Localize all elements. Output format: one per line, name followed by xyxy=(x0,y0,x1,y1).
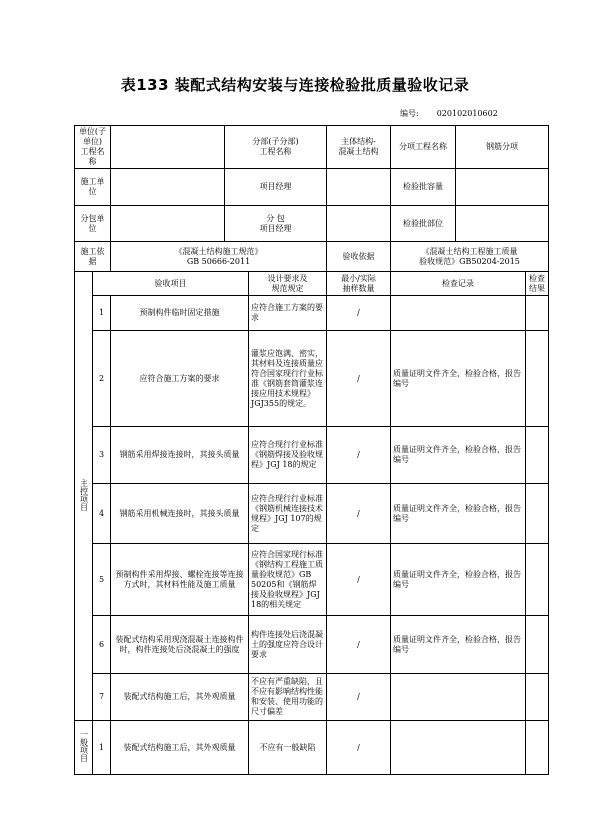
row-design: 应符合现行行业标准《钢筋机械连接技术规程》JGJ 107的规定 xyxy=(249,484,327,544)
row-item: 装配式结构采用现浇混凝土连接构件时，构件连接处后浇混凝土的强度 xyxy=(111,616,249,674)
row-design: 灌浆应饱满、密实，其材料及连接质量应符合国家现行行业标准《钢筋套筒灌浆连接应用技术规程》JGJ355的规定。 xyxy=(249,331,327,427)
header-row-4 xyxy=(75,242,549,272)
row-record[interactable]: 质量证明文件齐全，检验合格，报告编号 xyxy=(391,331,526,427)
col-item: 验收项目 xyxy=(93,272,249,296)
table-row xyxy=(75,484,549,544)
row-no: 7 xyxy=(93,674,111,721)
row-no: 6 xyxy=(93,616,111,674)
row-record[interactable] xyxy=(391,721,526,775)
row-no: 3 xyxy=(93,427,111,484)
row-design: 应符合现行行业标准《钢筋焊接及验收规程》JGJ 18的规定 xyxy=(249,427,327,484)
row-result[interactable] xyxy=(526,721,549,775)
row-design: 不应有严重缺陷，且不应有影响结构性能和安装、使用功能的尺寸偏差 xyxy=(249,674,327,721)
row-no: 4 xyxy=(93,484,111,544)
row-result[interactable] xyxy=(526,484,549,544)
row-sample: / xyxy=(327,331,391,427)
capacity-value[interactable] xyxy=(456,169,549,206)
column-header-row xyxy=(75,272,549,296)
row-no: 1 xyxy=(93,296,111,331)
unit-value[interactable] xyxy=(111,126,225,169)
row-record[interactable]: 质量证明文件齐全，检验合格，报告编号 xyxy=(391,484,526,544)
unit-label: 单位(子单位) 工程名称 xyxy=(75,126,111,169)
row-item: 装配式结构施工后，其外观质量 xyxy=(111,721,249,775)
row-record[interactable]: 质量证明文件齐全，检验合格，报告编号 xyxy=(391,616,526,674)
col-record: 检查记录 xyxy=(391,272,526,296)
row-result[interactable] xyxy=(526,674,549,721)
row-design: 应符合国家现行标准《钢结构工程施工质量验收规范》GB 50205和《钢筋焊接及验收规程》JGJ 18的相关规定 xyxy=(249,544,327,616)
row-item: 预制构件采用焊接、螺栓连接等连接方式时，其材料性能及施工质量 xyxy=(111,544,249,616)
row-design: 应符合施工方案的要求 xyxy=(249,296,327,331)
row-sample: / xyxy=(327,616,391,674)
row-result[interactable] xyxy=(526,427,549,484)
row-record[interactable]: 质量证明文件齐全，检验合格，报告编号 xyxy=(391,427,526,484)
row-sample: / xyxy=(327,544,391,616)
row-record[interactable] xyxy=(391,674,526,721)
table-row xyxy=(75,296,549,331)
col-sample: 最小/实际 抽样数量 xyxy=(327,272,391,296)
row-no: 1 xyxy=(93,721,111,775)
table-row xyxy=(75,544,549,616)
col-design: 设计要求及 规范规定 xyxy=(249,272,327,296)
row-item: 钢筋采用机械连接时，其接头质量 xyxy=(111,484,249,544)
table-row xyxy=(75,674,549,721)
row-result[interactable] xyxy=(526,331,549,427)
row-no: 2 xyxy=(93,331,111,427)
page-title: 表133 装配式结构安装与连接检验批质量验收记录 xyxy=(120,76,470,94)
accept-value: 《混凝土结构工程施工质量 验收规范》GB50204-2015 xyxy=(391,242,549,272)
row-design: 构件连接处后浇混凝土的强度应符合设计要求 xyxy=(249,616,327,674)
row-result[interactable] xyxy=(526,616,549,674)
row-sample: / xyxy=(327,427,391,484)
row-sample: / xyxy=(327,296,391,331)
pm-label: 项目经理 xyxy=(225,169,327,206)
sub-pm-value[interactable] xyxy=(327,206,391,242)
division-value[interactable]: 主体结构- 混凝土结构 xyxy=(327,126,391,169)
acceptance-form-table xyxy=(74,125,549,775)
part-value[interactable] xyxy=(456,206,549,242)
contractor-label: 施工单位 xyxy=(75,169,111,206)
header-row-3 xyxy=(75,206,549,242)
row-sample: / xyxy=(327,484,391,544)
capacity-label: 检验批容量 xyxy=(391,169,456,206)
header-row-2 xyxy=(75,169,549,206)
main-group-label: 主控项目 xyxy=(75,272,93,721)
table-row xyxy=(75,616,549,674)
row-item: 钢筋采用焊接连接时，其接头质量 xyxy=(111,427,249,484)
part-label: 检验批部位 xyxy=(391,206,456,242)
general-group-label: 一般项目 xyxy=(75,721,93,775)
item-label: 分项工程名称 xyxy=(391,126,456,169)
row-item: 预制构件临时固定措施 xyxy=(111,296,249,331)
code-label: 编号: xyxy=(400,109,419,118)
item-value[interactable]: 钢筋分项 xyxy=(456,126,549,169)
sub-pm-label: 分 包 项目经理 xyxy=(225,206,327,242)
sub-value[interactable] xyxy=(111,206,225,242)
row-record[interactable]: 质量证明文件齐全，检验合格，报告编号 xyxy=(391,544,526,616)
row-item: 装配式结构施工后，其外观质量 xyxy=(111,674,249,721)
row-record[interactable] xyxy=(391,296,526,331)
contractor-value[interactable] xyxy=(111,169,225,206)
row-item: 应符合施工方案的要求 xyxy=(111,331,249,427)
pm-value[interactable] xyxy=(327,169,391,206)
header-row-1 xyxy=(75,126,549,169)
table-row xyxy=(75,427,549,484)
table-row xyxy=(75,331,549,427)
code-value: 020102010602 xyxy=(436,109,498,118)
row-result[interactable] xyxy=(526,296,549,331)
row-design: 不应有一般缺陷 xyxy=(249,721,327,775)
row-sample: / xyxy=(327,674,391,721)
basis-value: 《混凝土结构施工规范》 GB 50666-2011 xyxy=(111,242,327,272)
code-row xyxy=(400,108,516,119)
sub-label: 分包单位 xyxy=(75,206,111,242)
table-row xyxy=(75,721,549,775)
division-label: 分部(子分部) 工程名称 xyxy=(225,126,327,169)
col-result: 检查 结果 xyxy=(526,272,549,296)
row-no: 5 xyxy=(93,544,111,616)
row-result[interactable] xyxy=(526,544,549,616)
basis-label: 施工依据 xyxy=(75,242,111,272)
accept-label: 验收依据 xyxy=(327,242,391,272)
row-sample: / xyxy=(327,721,391,775)
